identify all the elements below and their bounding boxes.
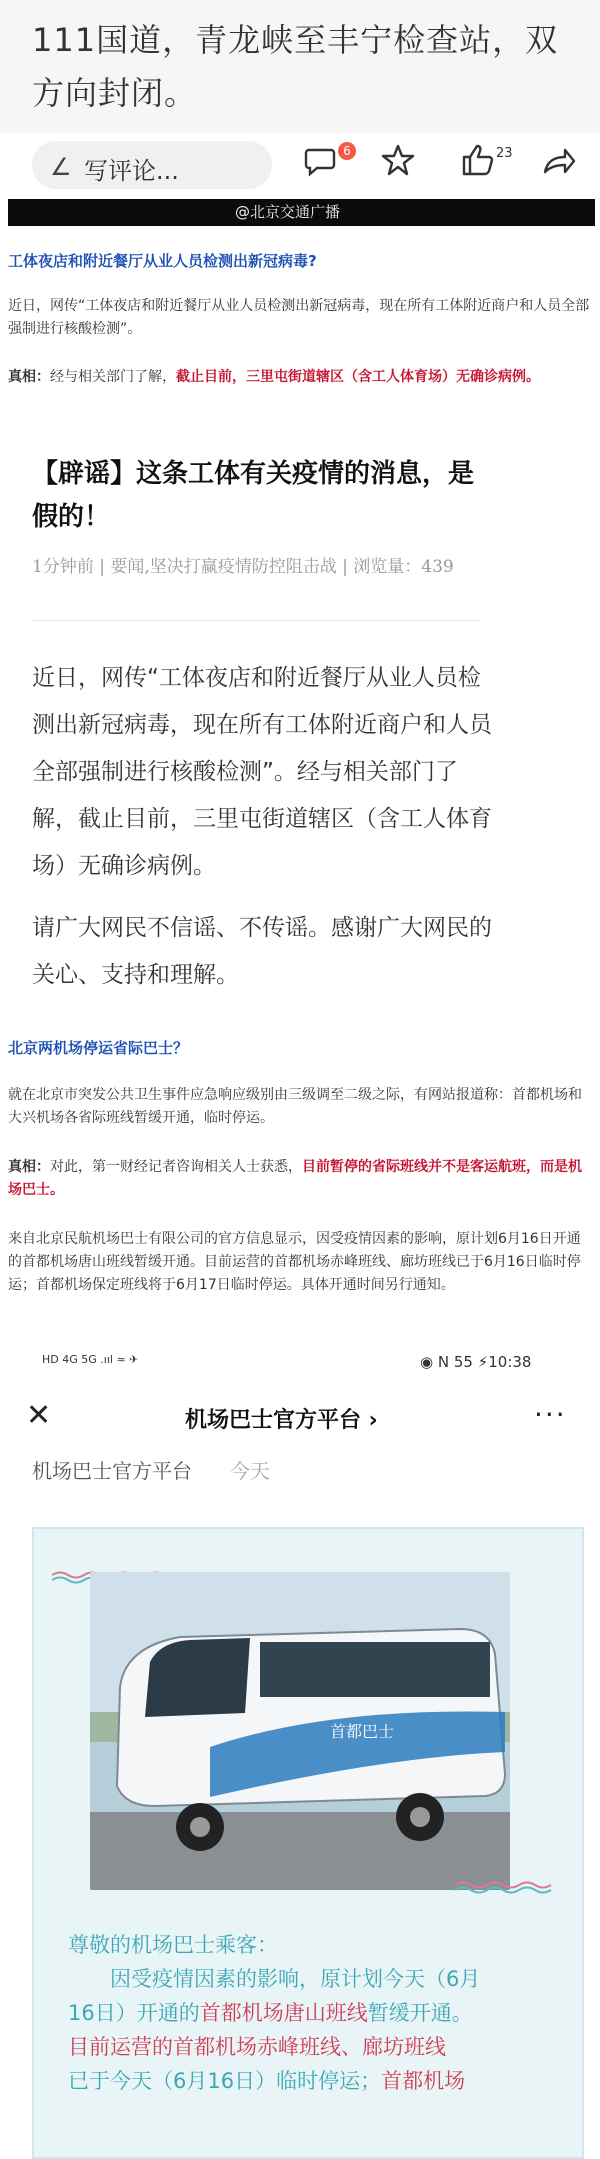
item1-truth-label: 真相： (8, 369, 50, 385)
star-icon[interactable] (380, 142, 416, 187)
status-bar-left: HD 4G 5G .ııl ≈ ✈ (42, 1353, 139, 1366)
item1-heading: 工体夜店和附近餐厅从业人员检测出新冠病毒? (8, 252, 317, 270)
notice-line-1: 因受疫情因素的影响，原计划今天（6月 (110, 1967, 481, 1991)
nav-title[interactable]: 机场巴士官方平台 › (185, 1408, 378, 1433)
status-bar-right: ◉ N 55 ⚡10:38 (420, 1353, 532, 1371)
item2-truth-plain: 对此，第一财经记者咨询相关人士获悉， (50, 1159, 302, 1175)
notice-line-4: 已于今天（6月16日）临时停运；首都机场 (68, 2069, 466, 2093)
notice-text (68, 1928, 558, 2098)
share-icon[interactable] (540, 142, 576, 187)
item1-truth-red: 截止目前，三里屯街道辖区（含工人体育场）无确诊病例。 (176, 369, 540, 385)
comment-count-badge: 6 (338, 142, 356, 160)
item2-heading: 北京两机场停运省际巴士？ (8, 1039, 189, 1057)
article-title: 【辟谣】这条工体有关疫情的消息，是假的！ (32, 459, 475, 532)
article-meta: 1分钟前 | 要闻,坚决打赢疫情防控阻击战 | 浏览量：439 (32, 557, 454, 577)
wave-decoration (455, 1880, 555, 1894)
divider (32, 620, 480, 621)
weibo-watermark: @北京交通广播 (235, 203, 341, 221)
pen-icon: ∠ (50, 153, 72, 181)
notice-line-2: 16日）开通的首都机场唐山班线暂缓开通。 (68, 2001, 473, 2025)
close-icon[interactable]: ✕ (26, 1398, 52, 1433)
account-name[interactable]: 机场巴士官方平台 (32, 1459, 192, 1483)
comment-icon[interactable] (303, 142, 339, 187)
article-paragraph-2: 请广大网民不信谣、不传谣。感谢广大网民的关心、支持和理解。 (32, 915, 492, 988)
item1-rumor: 近日，网传“工体夜店和附近餐厅从业人员检测出新冠病毒，现在所有工体附近商户和人员全部强制进行核酸检测”。 (8, 298, 590, 337)
item2-truth-label: 真相： (8, 1159, 50, 1175)
item2-truth-red: 目前暂停的省际班线并不是客运航班，而是机场巴士。 (8, 1159, 582, 1198)
item1-truth (8, 366, 593, 389)
bus-photo (90, 1572, 510, 1890)
article-paragraph-1: 近日，网传“工体夜店和附近餐厅从业人员检测出新冠病毒，现在所有工体附近商户和人员全部强制进行核酸检测”。经与相关部门了解，截止目前，三里屯街道辖区（含工人体育场）无确诊病例。 (32, 665, 492, 879)
notice-greeting: 尊敬的机场巴士乘客： (68, 1933, 278, 1957)
item2-detail: 来自北京民航机场巴士有限公司的官方信息显示，因受疫情因素的影响，原计划6月16日开通的首都机场唐山班线暂缓开通。目前运营的首都机场赤峰班线、廊坊班线已于6月16日临时停运；首都机场保定班线将于6月17日临时停运。具体开通时间另行通知。 (8, 1231, 581, 1293)
item2-rumor: 就在北京市突发公共卫生事件应急响应级别由三级调至二级之际，有网站报道称：首都机场和大兴机场各省际班线暂缓开通，临时停运。 (8, 1087, 582, 1126)
more-icon[interactable]: ··· (534, 1398, 567, 1431)
thumbs-up-icon[interactable] (460, 142, 496, 187)
post-time: 今天 (230, 1459, 270, 1483)
item2-truth (8, 1156, 593, 1202)
road-closure-text: 111国道，青龙峡至丰宁检查站，双方向封闭。 (32, 21, 559, 112)
bus-brand: 首都巴士 (330, 1722, 395, 1741)
notice-line-3: 目前运营的首都机场赤峰班线、廊坊班线 (68, 2035, 446, 2059)
comment-input[interactable] (32, 141, 272, 189)
like-count: 23 (496, 146, 513, 161)
item1-truth-plain: 经与相关部门了解， (50, 369, 176, 385)
comment-placeholder: 写评论... (84, 157, 179, 185)
